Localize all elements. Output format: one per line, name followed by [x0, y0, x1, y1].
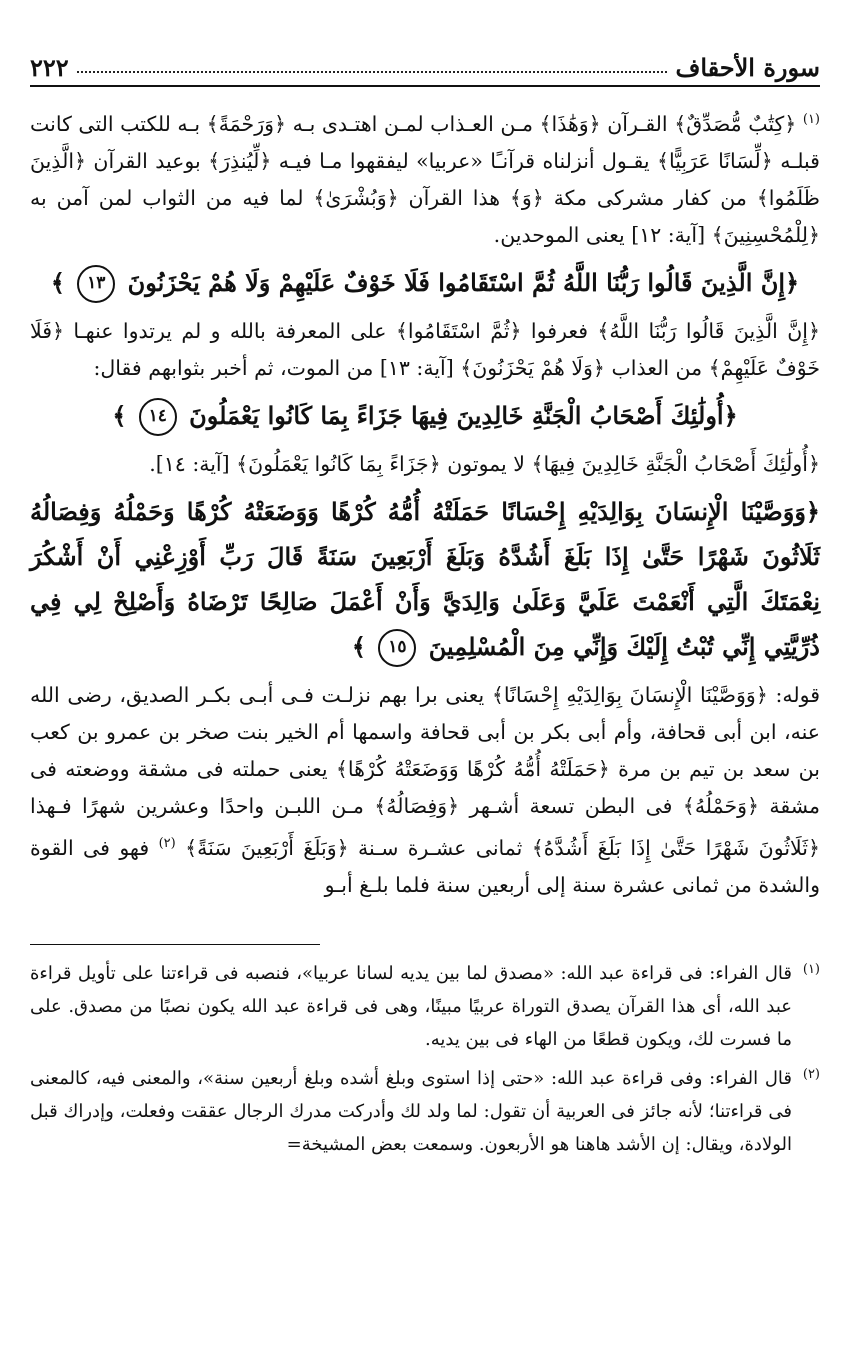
footnote-separator: [30, 944, 320, 945]
tafsir-paragraph-1: [30, 101, 820, 254]
verse-13-close: ﴾: [50, 267, 65, 297]
verse-15-text: ﴿وَوَصَّيْنَا الْإِنسَانَ بِوَالِدَيْهِ إِحْسَانًا حَمَلَتْهُ أُمُّهُ كُرْهًا وَوَضَعَتْهُ كُرْهًا وَحَمْلُهُ وَفِصَالُهُ ثَلَاثُونَ شَهْرًا حَتَّىٰ إِذَا بَلَغَ أَشُدَّهُ وَبَلَغَ أَرْبَعِينَ سَنَةً قَالَ رَبِّ أَوْزِعْنِي أَنْ أَشْكُرَ نِعْمَتَكَ الَّتِي أَنْعَمْتَ عَلَيَّ وَعَلَىٰ وَالِدَيَّ وَأَنْ أَعْمَلَ صَالِحًا تَرْضَاهُ وَأَصْلِحْ لِي فِي ذُرِّيَّتِي إِنِّي تُبْتُ إِلَيْكَ وَإِنِّي مِنَ الْمُسْلِمِينَ: [30, 496, 820, 661]
surah-title: سورة الأحقاف: [675, 53, 820, 82]
document-page: [30, 38, 820, 1167]
footnote-ref-1: (١): [802, 112, 820, 127]
ayah-number-14: ١٤: [139, 398, 177, 436]
tafsir-paragraph-2: ﴿إِنَّ الَّذِينَ قَالُوا رَبُّنَا اللَّهُ﴾ فعرفوا ﴿ثُمَّ اسْتَقَامُوا﴾ على المعرفة بالله و لم يرتدوا عنهـا ﴿فَلَا خَوْفٌ عَلَيْهِمْ﴾ من العذاب ﴿وَلَا هُمْ يَحْزَنُونَ﴾ [آية: ١٣] من الموت، ثم أخبر بثوابهم فقال:: [30, 318, 820, 380]
quran-verse-14: [30, 393, 820, 438]
footnote-ref-2: (٢): [158, 835, 176, 851]
tafsir-text-4: قوله: ﴿وَوَصَّيْنَا الْإِنسَانَ بِوَالِدَيْهِ إِحْسَانًا﴾ يعنى برا بهم نزلـت فـى أبـى بكـر الصديق، رضى الله عنه، ابن أبى قحافة، وأم أبى بكر بن أبى قحافة واسمها أم الخير بنت صخر بن عمرو بن كعب بن سعد بن تيم بن مرة ﴿حَمَلَتْهُ أُمُّهُ كُرْهًا وَوَضَعَتْهُ كُرْهًا﴾ يعنى حملته فى مشقة ووضعته فى مشقة ﴿وَحَمْلُهُ﴾ فى البطن تسعة أشـهر ﴿وَفِصَالُهُ﴾ مـن اللبـن واحدًا وعشرين شهرًا فـهذا ﴿ثَلَاثُونَ شَهْرًا حَتَّىٰ إِذَا بَلَغَ أَشُدَّهُ﴾ ثمانى عشـرة سـنة ﴿وَبَلَغَ أَرْبَعِينَ سَنَةً﴾: [30, 682, 820, 860]
verse-14-text: ﴿أُولَٰئِكَ أَصْحَابُ الْجَنَّةِ خَالِدِينَ فِيهَا جَزَاءً بِمَا كَانُوا يَعْمَلُونَ: [189, 400, 738, 430]
footnote-1-text: قال الفراء: فى قراءة عبد الله: «مصدق لما بين يديه لسانا عربيا»، فنصبه فى قراءتنا على تأويل قراءة عبد الله، أى هذا القرآن يصدق التوراة عربيًا مبينًا، وهى فى قراءة عبد الله يكون نصبًا من مصدق. على ما فسرت لك، ويكون قطعًا من الهاء فى بين يديه.: [30, 962, 792, 1050]
footnote-2-text: قال الفراء: وفى قراءة عبد الله: «حتى إذا استوى وبلغ أشده وبلغ أربعين سنة»، والمعنى فيه، كالمعنى فى قراءتنا؛ لأنه جائز فى العربية أن تقول: لما ولد لك وأدركت مدرك الرجال عققت وفعلت، وإدراك قبل الولادة، ويقال: إن الأشد هاهنا هو الأربعون. وسمعت بعض المشيخة=: [30, 1067, 792, 1155]
quran-verse-15: [30, 489, 820, 669]
footnote-2: [30, 1062, 820, 1161]
header-dot-leader: [77, 71, 668, 73]
footnote-1-number: (١): [802, 961, 820, 977]
ayah-number-13: ١٣: [77, 265, 115, 303]
footnote-2-number: (٢): [802, 1066, 820, 1082]
tafsir-text-1: ﴿كِتَٰبٌ مُّصَدِّقٌ﴾ القـرآن ﴿وَهَٰذَا﴾ مـن العـذاب لمـن اهتـدى بـه ﴿وَرَحْمَةً﴾ بـه للكتب التى كانت قبلـه ﴿لِّسَانًا عَرَبِيًّا﴾ يقـول أنزلناه قرآنـًا «عربيا» ليفقهوا مـا فيـه ﴿لِّيُنذِرَ﴾ بوعيد القرآن ﴿الَّذِينَ ظَلَمُوا﴾ من كفار مشركى مكة ﴿وَ﴾ هذا القرآن ﴿وَبُشْرَىٰ﴾ لما فيه من الثواب لمن آمن به ﴿لِلْمُحْسِنِينَ﴾ [آية: ١٢] يعنى الموحدين.: [30, 111, 820, 247]
page-number: ٢٢٢: [30, 53, 69, 82]
verse-13-text: ﴿إِنَّ الَّذِينَ قَالُوا رَبُّنَا اللَّهُ ثُمَّ اسْتَقَامُوا فَلَا خَوْفٌ عَلَيْهِمْ وَلَا هُمْ يَحْزَنُونَ: [127, 267, 800, 297]
tafsir-paragraph-3: ﴿أُولَٰئِكَ أَصْحَابُ الْجَنَّةِ خَالِدِينَ فِيهَا﴾ لا يموتون ﴿جَزَاءً بِمَا كَانُوا يَعْمَلُونَ﴾ [آية: ١٤].: [149, 451, 820, 476]
verse-14-close: ﴾: [112, 400, 127, 430]
footnote-1: [30, 957, 820, 1056]
page-header: [30, 38, 820, 87]
tafsir-text-4-tail: فهو فى القوة والشدة من ثمانى عشرة سنة إلى أربعين سنة فلما بلـغ أبـو: [30, 835, 820, 897]
verse-15-close: ﴾: [351, 631, 366, 661]
quran-verse-13: [30, 260, 820, 305]
tafsir-paragraph-4: [30, 677, 820, 904]
ayah-number-15: ١٥: [378, 629, 416, 667]
